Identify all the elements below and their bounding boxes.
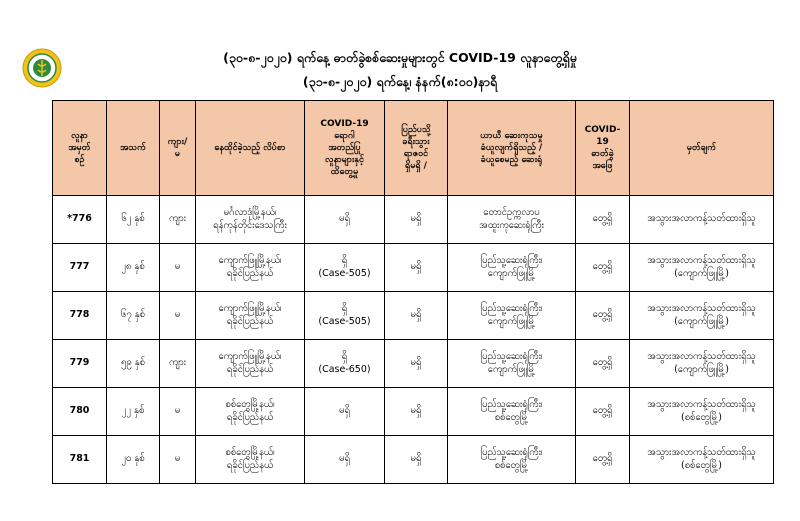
table-row	[53, 340, 774, 388]
hospital-cell-line: ပြည်သူ့ဆေးရုံကြီး၊	[480, 254, 543, 266]
result-cell: တွေ့ရှိ	[576, 436, 630, 484]
header-text: မ	[174, 149, 181, 159]
age-cell: ၆၇ နှစ်	[107, 292, 160, 340]
address-cell-line: ရခိုင်ပြည်နယ်	[226, 363, 274, 375]
address-cell-line: မင်္ဂလာဒုံမြို့နယ်၊	[223, 206, 277, 218]
hospital-cell-line: စစ်တွေမြို့	[494, 411, 529, 423]
header-text: အတည်ပြု	[328, 142, 361, 153]
travel-cell: မရှိ	[385, 340, 448, 388]
hospital-cell-line: စစ်တွေမြို့	[494, 459, 529, 471]
result-cell: တွေ့ရှိ	[576, 196, 630, 244]
hospital-cell	[448, 244, 576, 292]
hospital-cell-line: ပြည်သူ့ဆေးရုံကြီး၊	[480, 446, 543, 458]
hospital-cell-line: ကျောက်ဖြူမြို့	[487, 363, 536, 375]
address-cell	[196, 340, 305, 388]
col-age-header	[107, 101, 160, 196]
col-address-header	[196, 101, 305, 196]
contact-cell	[305, 244, 385, 292]
sex-cell: မ	[160, 388, 196, 436]
remark-cell-line: (စစ်တွေမြို့)	[681, 459, 722, 471]
col-travel-header	[385, 101, 448, 196]
remark-cell-line: (ကျောက်ဖြူမြို့)	[674, 267, 729, 279]
case-number: 780	[53, 388, 107, 436]
contact-cell-line: ရှိ	[341, 350, 348, 362]
remark-cell-line: အသွားအလာကန့်သတ်ထားရှိသူ	[647, 350, 756, 362]
col-sex-header	[160, 101, 196, 196]
travel-cell: မရှိ	[385, 292, 448, 340]
result-cell: တွေ့ရှိ	[576, 388, 630, 436]
sex-cell: မ	[160, 436, 196, 484]
header-text: ခံယူလျက်ရှိသည့် /	[480, 142, 543, 153]
remark-cell-line: (ကျောက်ဖြူမြို့)	[674, 363, 729, 375]
remark-cell-line: (စစ်တွေမြို့)	[681, 411, 722, 423]
header-text: ပြည်ပသို့	[401, 124, 431, 135]
contact-cell	[305, 340, 385, 388]
contact-cell	[305, 196, 385, 244]
header-text: ရှိမရှိ /	[405, 161, 427, 172]
header-text: မှတ်ချက်	[686, 142, 717, 153]
remark-cell-line: အသွားအလာကန့်သတ်ထားရှိသူ	[647, 302, 756, 314]
contact-cell-line: မရှိ	[339, 213, 350, 225]
contact-cell-line: မရှိ	[339, 405, 350, 417]
case-number: 781	[53, 436, 107, 484]
result-cell: တွေ့ရှိ	[576, 292, 630, 340]
hospital-cell	[448, 292, 576, 340]
header-text: အဖြေ	[592, 161, 613, 172]
address-cell-line: ရန်ကုန်တိုင်းဒေသကြီး	[213, 219, 287, 231]
remark-cell	[630, 388, 774, 436]
header-text: လူနာများနှင့်	[325, 155, 364, 166]
hospital-cell-line: ပြည်သူ့ဆေးရုံကြီး၊	[480, 302, 543, 314]
remark-cell	[630, 196, 774, 244]
col-case-no-header	[53, 101, 107, 196]
col-result-header	[576, 101, 630, 196]
address-cell-line: ရခိုင်ပြည်နယ်	[226, 267, 274, 279]
address-cell-line: ရခိုင်ပြည်နယ်	[226, 459, 274, 471]
address-cell-line: ရခိုင်ပြည်နယ်	[226, 411, 274, 423]
age-cell: ၆၂ နှစ်	[107, 196, 160, 244]
address-cell	[196, 388, 305, 436]
page-subtitle: (၃၁-၈-၂၀၂၀) ရက်နေ့၊ နံနက်(၈:၀၀)နာရီ	[302, 74, 498, 89]
remark-cell-line: အသွားအလာကန့်သတ်ထားရှိသူ	[647, 398, 756, 410]
header-text: စဉ်	[74, 155, 85, 166]
hospital-cell	[448, 340, 576, 388]
hospital-cell	[448, 388, 576, 436]
address-cell-line: စစ်တွေမြို့နယ်၊	[225, 446, 275, 458]
hospital-cell-line: ကျောက်ဖြူမြို့	[487, 267, 536, 279]
hospital-cell-line: ပြည်သူ့ဆေးရုံကြီး၊	[480, 350, 543, 362]
hospital-cell-line: အထူးကုဆေးရုံကြီး	[479, 219, 544, 231]
table-row	[53, 388, 774, 436]
remark-cell-line: အသွားအလာကန့်သတ်ထားရှိသူ	[647, 254, 756, 266]
remark-cell	[630, 340, 774, 388]
hospital-cell-line: ကျောက်ဖြူမြို့	[487, 315, 536, 327]
header-text: COVID-	[584, 124, 621, 135]
age-cell: ၅၉ နှစ်	[107, 340, 160, 388]
address-cell-line: စစ်တွေမြို့နယ်၊	[225, 398, 275, 410]
header-text: 19	[596, 136, 609, 147]
case-number: 779	[53, 340, 107, 388]
hospital-cell-line: ပြည်သူ့ဆေးရုံကြီး၊	[480, 398, 543, 410]
table-row	[53, 196, 774, 244]
remark-cell-line: အသွားအလာကန့်သတ်ထားရှိသူ	[647, 446, 756, 458]
address-cell	[196, 292, 305, 340]
contact-cell-line: မရှိ	[339, 453, 350, 465]
sex-cell: မ	[160, 244, 196, 292]
travel-cell: မရှိ	[385, 196, 448, 244]
header-text: COVID-19	[320, 118, 369, 129]
result-cell: တွေ့ရှိ	[576, 340, 630, 388]
contact-cell-line: (Case-505)	[318, 315, 371, 327]
case-number: 777	[53, 244, 107, 292]
table-row	[53, 292, 774, 340]
address-cell-line: ကျောက်ဖြူမြို့နယ်၊	[218, 302, 282, 314]
case-number: 778	[53, 292, 107, 340]
covid-case-table	[52, 100, 774, 484]
header-text: ခံယူစေမည့် ဆေးရုံ	[480, 155, 543, 166]
header-text: လူနာ	[71, 130, 88, 141]
contact-cell	[305, 436, 385, 484]
address-cell-line: ကျောက်ဖြူမြို့နယ်၊	[218, 350, 282, 362]
col-hospital-header	[448, 101, 576, 196]
address-cell	[196, 436, 305, 484]
contact-cell-line: (Case-505)	[318, 267, 371, 279]
remark-cell	[630, 292, 774, 340]
hospital-cell-line: တောင်ဥက္ကလာပ	[483, 206, 540, 218]
table-row	[53, 244, 774, 292]
contact-cell-line: (Case-650)	[318, 363, 371, 375]
travel-cell: မရှိ	[385, 436, 448, 484]
header-text: ထိတွေ့မှု	[330, 167, 359, 178]
address-cell-line: ရခိုင်ပြည်နယ်	[226, 315, 274, 327]
travel-cell: မရှိ	[385, 244, 448, 292]
address-cell	[196, 244, 305, 292]
header-text: ခရီးသွား	[402, 136, 430, 147]
remark-cell-line: အသွားအလာကန့်သတ်ထားရှိသူ	[647, 213, 756, 225]
contact-cell-line: ရှိ	[341, 254, 348, 266]
remark-cell	[630, 436, 774, 484]
remark-cell	[630, 244, 774, 292]
page-title: (၃၀-၈-၂၀၂၀) ရက်နေ့ ဓာတ်ခွဲစစ်ဆေးမှုများတွင် COVID-19 လူနာတွေ့ရှိမှု	[223, 50, 577, 65]
address-cell-line: ကျောက်ဖြူမြို့နယ်၊	[218, 254, 282, 266]
header-text: အမှတ်	[68, 142, 91, 153]
result-cell: တွေ့ရှိ	[576, 244, 630, 292]
sex-cell: ကျား	[160, 196, 196, 244]
age-cell: ၂၂ နှစ်	[107, 388, 160, 436]
header-text: ယာယီ ဆေးကုသမှု	[480, 130, 543, 141]
table-body	[53, 196, 774, 484]
travel-cell: မရှိ	[385, 388, 448, 436]
hospital-cell	[448, 436, 576, 484]
col-contact-header	[305, 101, 385, 196]
col-remark-header	[630, 101, 774, 196]
header-text: ရောဂါ	[334, 130, 355, 141]
age-cell: ၂၀ နှစ်	[107, 436, 160, 484]
header-text: ရာဇဝင်	[403, 149, 429, 159]
hospital-cell	[448, 196, 576, 244]
table-row	[53, 436, 774, 484]
header-text: ကျား/	[167, 136, 188, 147]
age-cell: ၂၈ နှစ်	[107, 244, 160, 292]
sex-cell: မ	[160, 292, 196, 340]
sex-cell: ကျား	[160, 340, 196, 388]
header-text: အသက်	[120, 142, 146, 153]
remark-cell-line: (ကျောက်ဖြူမြို့)	[674, 315, 729, 327]
address-cell	[196, 196, 305, 244]
contact-cell-line: ရှိ	[341, 302, 348, 314]
header-row	[53, 101, 774, 196]
header-text: နေထိုင်ခဲ့သည့် လိပ်စာ	[214, 142, 286, 153]
case-number: *776	[53, 196, 107, 244]
contact-cell	[305, 292, 385, 340]
header-text: ဓာတ်ခွဲ	[591, 149, 614, 159]
contact-cell	[305, 388, 385, 436]
